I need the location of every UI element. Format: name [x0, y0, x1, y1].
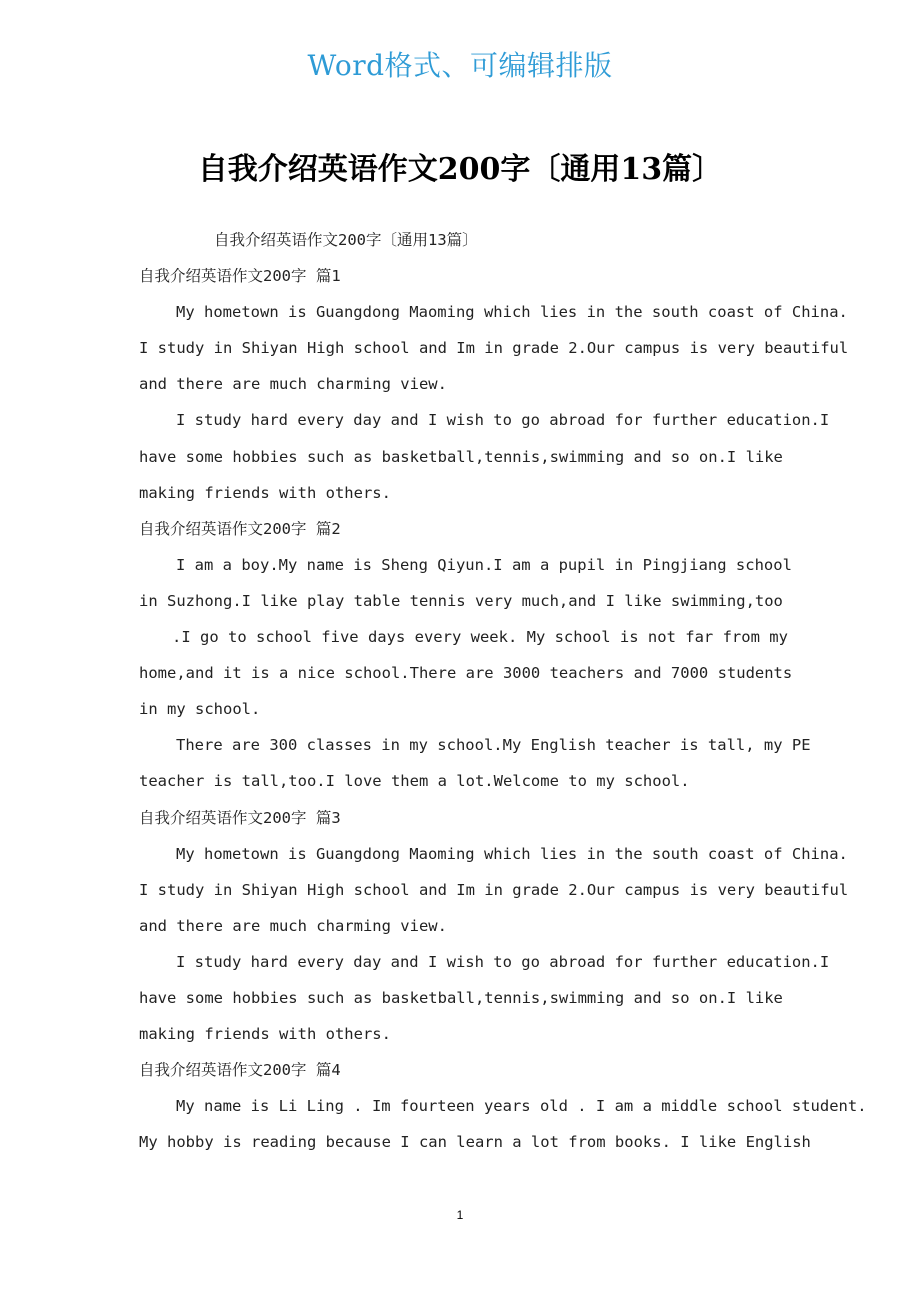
paragraph-line: .I go to school five days every week. My school is not far from my: [172, 628, 788, 647]
section-heading: 自我介绍英语作文200字 篇1: [139, 267, 341, 286]
document-title: 自我介绍英语作文200字〔通用13篇〕: [197, 152, 723, 187]
section-heading: 自我介绍英语作文200字 篇3: [139, 808, 341, 827]
paragraph-line: I am a boy.My name is Sheng Qiyun.I am a pupil in Pingjiang school: [176, 555, 792, 574]
paragraph-line: and there are much charming view.: [139, 375, 447, 394]
section-heading: 自我介绍英语作文200字 篇2: [139, 519, 341, 538]
paragraph-line: home,and it is a nice school.There are 3000 teachers and 7000 students: [139, 664, 793, 683]
paragraph-line: My hometown is Guangdong Maoming which lies in the south coast of China.: [176, 844, 848, 863]
paragraph-line: making friends with others.: [139, 483, 391, 502]
paragraph-line: have some hobbies such as basketball,tennis,swimming and so on.I like: [139, 447, 783, 466]
document-body: [139, 222, 867, 1160]
paragraph-line: My name is Li Ling . Im fourteen years old . I am a middle school student.: [176, 1097, 867, 1116]
paragraph-line: My hometown is Guangdong Maoming which lies in the south coast of China.: [176, 303, 848, 322]
paragraph-line: and there are much charming view.: [139, 916, 447, 935]
document-subtitle: 自我介绍英语作文200字〔通用13篇〕: [214, 231, 478, 249]
paragraph-line: in my school.: [139, 700, 261, 719]
paragraph-line: I study hard every day and I wish to go abroad for further education.I: [176, 952, 830, 971]
paragraph-line: My hobby is reading because I can learn a lot from books. I like English: [139, 1133, 811, 1152]
paragraph-line: I study in Shiyan High school and Im in grade 2.Our campus is very beautiful: [139, 339, 849, 358]
paragraph-line: I study hard every day and I wish to go abroad for further education.I: [176, 411, 830, 430]
section-heading: 自我介绍英语作文200字 篇4: [139, 1061, 341, 1080]
paragraph-line: There are 300 classes in my school.My English teacher is tall, my PE: [176, 736, 811, 755]
paragraph-line: in Suzhong.I like play table tennis very much,and I like swimming,too: [139, 591, 783, 610]
paragraph-line: teacher is tall,too.I love them a lot.Welcome to my school.: [139, 772, 690, 791]
page-number: 1: [456, 1208, 464, 1222]
header-banner: Word格式、可编辑排版: [307, 49, 613, 82]
paragraph-line: I study in Shiyan High school and Im in grade 2.Our campus is very beautiful: [139, 880, 849, 899]
paragraph-line: making friends with others.: [139, 1025, 391, 1044]
paragraph-line: have some hobbies such as basketball,tennis,swimming and so on.I like: [139, 988, 783, 1007]
